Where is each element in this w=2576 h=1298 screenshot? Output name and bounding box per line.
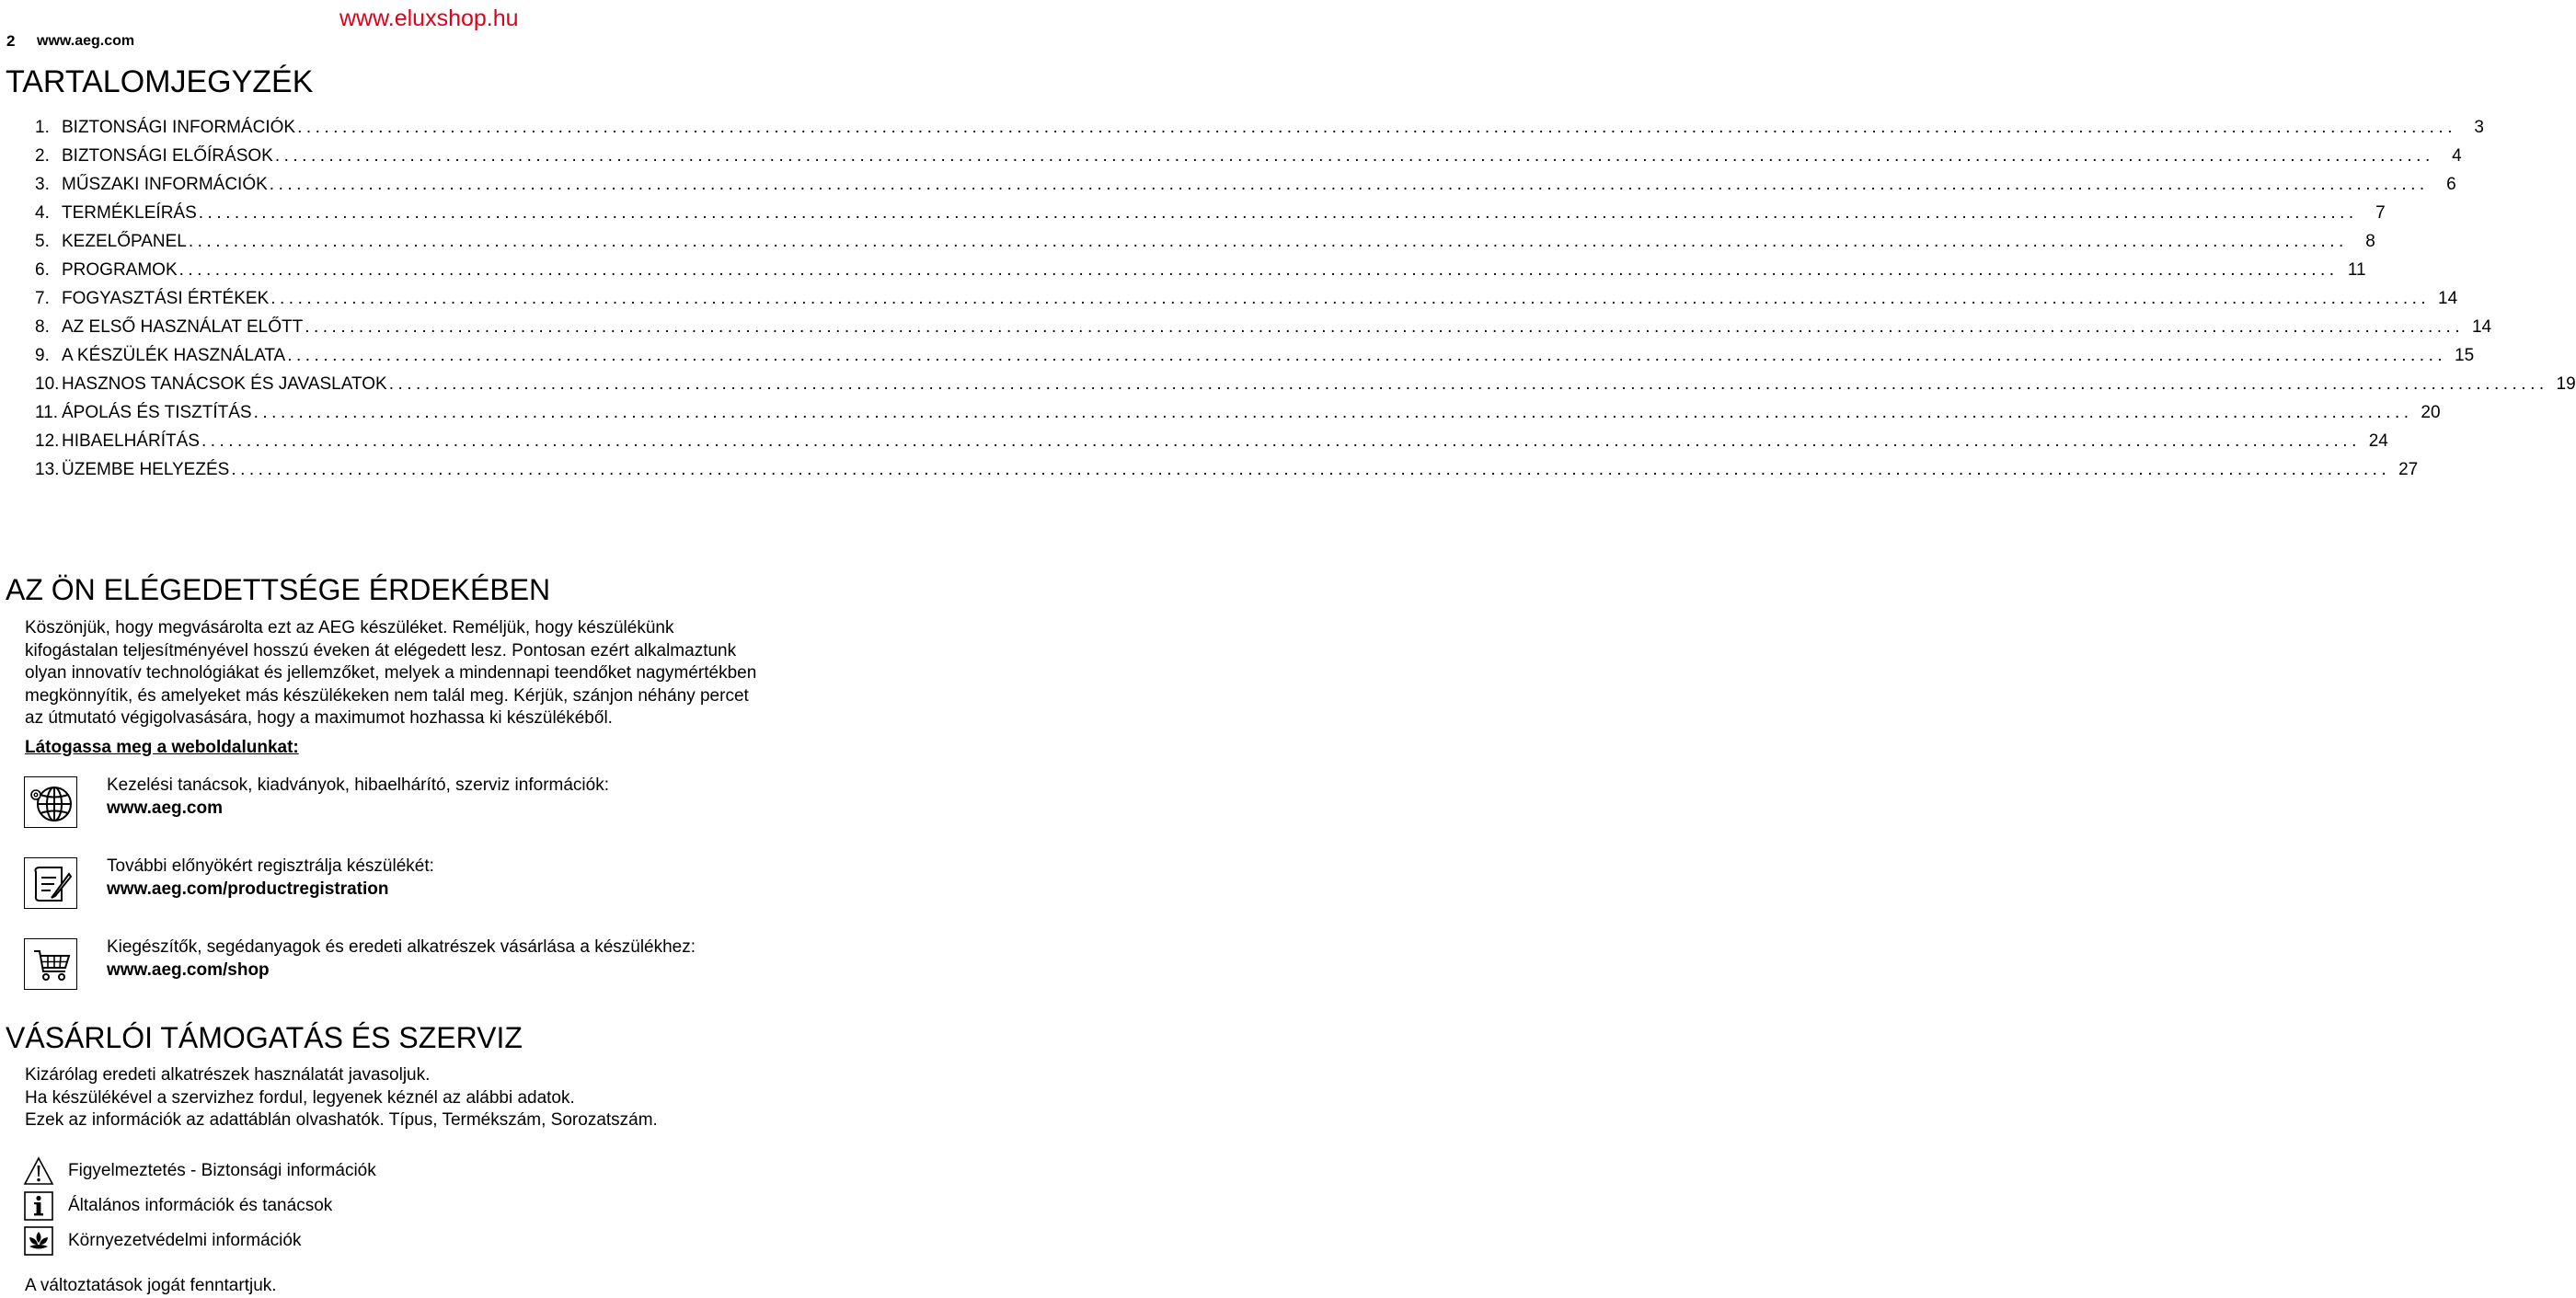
- toc-item[interactable]: [35, 203, 2386, 232]
- intro-line: az útmutató végigolvasására, hogy a maximumot hozhassa ki készülékéből.: [25, 708, 613, 728]
- service-line: Ezek az információk az adattáblán olvashatók. Típus, Termékszám, Sorozatszám.: [25, 1110, 658, 1130]
- toc-dot-leader: ................................................................................................................................................................................................................................................: [178, 260, 2339, 280]
- toc-title: TARTALOMJEGYZÉK: [6, 64, 314, 99]
- toc-item-label: BIZTONSÁGI ELŐÍRÁSOK: [62, 146, 273, 166]
- legend-label: Környezetvédelmi információk: [68, 1231, 302, 1250]
- toc-dot-leader: ................................................................................................................................................................................................................................................: [287, 346, 2447, 365]
- web-item-link[interactable]: www.aeg.com/productregistration: [107, 879, 389, 899]
- toc-item-number: 10.: [35, 374, 60, 394]
- web-item-link[interactable]: www.aeg.com/shop: [107, 960, 270, 980]
- service-paragraph: [25, 1064, 658, 1132]
- toc-item-label: HASZNOS TANÁCSOK ÉS JAVASLATOK: [62, 374, 387, 394]
- toc-item-number: 7.: [35, 289, 50, 308]
- toc-dot-leader: ................................................................................................................................................................................................................................................: [201, 431, 2361, 451]
- toc-item-label: FOGYASZTÁSI ÉRTÉKEK: [62, 289, 270, 308]
- toc-item-number: 8.: [35, 317, 50, 337]
- satisfaction-title: AZ ÖN ELÉGEDETTSÉGE ÉRDEKÉBEN: [6, 573, 551, 606]
- web-item-description: Kezelési tanácsok, kiadványok, hibaelhárító, szerviz információk:: [107, 775, 609, 795]
- toc-item[interactable]: [35, 146, 2462, 175]
- web-item-description: Kiegészítők, segédanyagok és eredeti alkatrészek vásárlása a készülékhez:: [107, 937, 696, 957]
- toc-item-number: 11.: [35, 403, 59, 422]
- service-line: Kizárólag eredeti alkatrészek használatát javasoljuk.: [25, 1065, 431, 1085]
- toc-item-label: PROGRAMOK: [62, 260, 178, 280]
- toc-item-label: KEZELŐPANEL: [62, 232, 187, 251]
- web-item-shop: [24, 938, 870, 994]
- toc-item-label: TERMÉKLEÍRÁS: [62, 203, 197, 223]
- toc-item-page: 14: [2471, 317, 2492, 337]
- toc-dot-leader: ................................................................................................................................................................................................................................................: [388, 374, 2548, 394]
- toc-item[interactable]: [35, 317, 2492, 346]
- toc-item-page: 8: [2365, 232, 2375, 251]
- environment-icon: [24, 1226, 53, 1256]
- service-title: VÁSÁRLÓI TÁMOGATÁS ÉS SZERVIZ: [6, 1021, 523, 1054]
- intro-line: megkönnyítik, és amelyeket más készülékeken nem talál meg. Kérjük, szánjon néhány percet: [25, 685, 749, 706]
- toc-item-label: A KÉSZÜLÉK HASZNÁLATA: [62, 346, 286, 365]
- toc-dot-leader: ................................................................................................................................................................................................................................................: [198, 203, 2358, 223]
- toc-item[interactable]: [35, 232, 2375, 260]
- shop-link[interactable]: www.eluxshop.hu: [339, 6, 519, 31]
- shopping-cart-icon: [24, 938, 77, 990]
- toc-item-number: 5.: [35, 232, 50, 251]
- toc-item-number: 12.: [35, 431, 60, 451]
- toc-item-label: AZ ELSŐ HASZNÁLAT ELŐTT: [62, 317, 304, 337]
- toc-item-number: 13.: [35, 460, 60, 479]
- toc-item-number: 9.: [35, 346, 50, 365]
- toc-item-page: 6: [2446, 175, 2456, 194]
- intro-line: olyan innovatív technológiákat és jellemzőket, melyek a mindennapi teendőket nagymértékben: [25, 663, 757, 683]
- web-item-link[interactable]: www.aeg.com: [107, 798, 223, 818]
- web-item-description: További előnyökért regisztrálja készülékét:: [107, 856, 434, 876]
- toc-item-number: 1.: [35, 118, 50, 137]
- toc-dot-leader: ................................................................................................................................................................................................................................................: [253, 403, 2413, 422]
- toc-item-label: HIBAELHÁRÍTÁS: [62, 431, 200, 451]
- toc-item[interactable]: [35, 118, 2484, 146]
- toc-dot-leader: ................................................................................................................................................................................................................................................: [231, 460, 2391, 479]
- visit-website-label: Látogassa meg a weboldalunkat:: [25, 738, 299, 757]
- toc-item-page: 20: [2421, 403, 2441, 422]
- toc-item-label: MŰSZAKI INFORMÁCIÓK: [62, 175, 268, 194]
- toc-item-label: ÁPOLÁS ÉS TISZTÍTÁS: [62, 403, 252, 422]
- toc-item[interactable]: [35, 431, 2388, 460]
- legend-info: [24, 1191, 668, 1221]
- intro-line: Köszönjük, hogy megvásárolta ezt az AEG készüléket. Reméljük, hogy készülékünk: [25, 618, 674, 638]
- footer-note: A változtatások jogát fenntartjuk.: [25, 1276, 277, 1295]
- warning-icon: [24, 1156, 53, 1186]
- toc-item-number: 4.: [35, 203, 50, 223]
- toc-item[interactable]: [35, 289, 2458, 317]
- toc-dot-leader: ................................................................................................................................................................................................................................................: [305, 317, 2465, 337]
- toc-dot-leader: ................................................................................................................................................................................................................................................: [269, 175, 2429, 194]
- toc-dot-leader: ................................................................................................................................................................................................................................................: [188, 232, 2348, 251]
- info-icon: [24, 1191, 53, 1221]
- toc-item-label: ÜZEMBE HELYEZÉS: [62, 460, 230, 479]
- toc-item[interactable]: [35, 460, 2419, 488]
- globe-icon: [24, 776, 77, 828]
- toc-item-page: 11: [2347, 260, 2366, 280]
- toc-item[interactable]: [35, 403, 2441, 431]
- header-site-link[interactable]: www.aeg.com: [37, 33, 135, 49]
- intro-paragraph: [25, 617, 879, 730]
- toc-item[interactable]: [35, 175, 2456, 203]
- toc-item-page: 7: [2375, 203, 2386, 223]
- table-of-contents: [35, 118, 2576, 488]
- intro-line: kifogástalan teljesítményével hosszú éveken át elégedett lesz. Pontosan ezért alkalmaztunk: [25, 640, 737, 660]
- legend-label: Figyelmeztetés - Biztonsági információk: [68, 1161, 376, 1180]
- toc-item-page: 19: [2556, 374, 2576, 394]
- toc-item-page: 3: [2474, 118, 2484, 137]
- toc-item[interactable]: [35, 260, 2366, 289]
- toc-item[interactable]: [35, 346, 2475, 374]
- legend-environment: [24, 1226, 668, 1256]
- toc-item-page: 14: [2438, 289, 2458, 308]
- toc-item-number: 2.: [35, 146, 50, 166]
- toc-item-page: 27: [2398, 460, 2419, 479]
- toc-dot-leader: ................................................................................................................................................................................................................................................: [274, 146, 2434, 166]
- legend-label: Általános információk és tanácsok: [68, 1196, 333, 1215]
- toc-item-label: BIZTONSÁGI INFORMÁCIÓK: [62, 118, 296, 137]
- toc-item-page: 24: [2368, 431, 2388, 451]
- toc-dot-leader: ................................................................................................................................................................................................................................................: [270, 289, 2431, 308]
- toc-item-page: 15: [2455, 346, 2475, 365]
- toc-item-number: 3.: [35, 175, 50, 194]
- page-header: [0, 0, 883, 55]
- toc-item-page: 4: [2452, 146, 2462, 166]
- page-number: 2: [6, 32, 16, 50]
- web-item-registration: [24, 857, 870, 913]
- registration-icon: [24, 857, 77, 909]
- web-item-support: [24, 776, 870, 832]
- toc-item-number: 6.: [35, 260, 50, 280]
- toc-item[interactable]: [35, 374, 2576, 403]
- toc-dot-leader: ................................................................................................................................................................................................................................................: [297, 118, 2456, 137]
- legend-warning: [24, 1156, 668, 1186]
- service-line: Ha készülékével a szervizhez fordul, legyenek kéznél az alábbi adatok.: [25, 1087, 575, 1108]
